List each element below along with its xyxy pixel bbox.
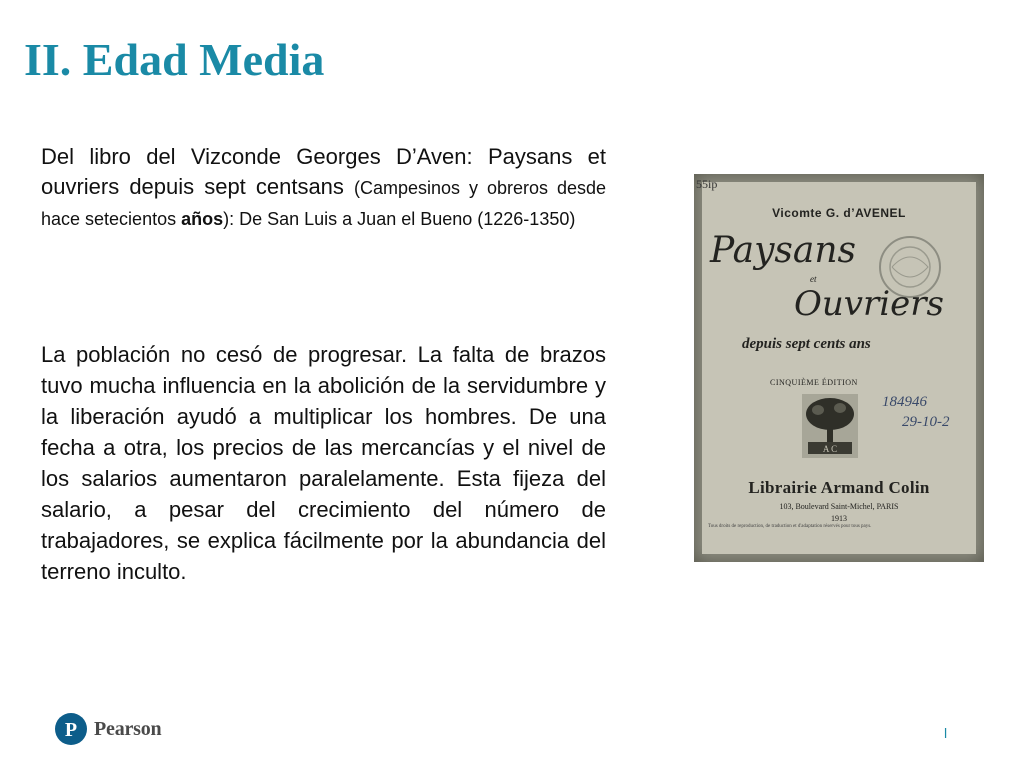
paragraph-population: La población no cesó de progresar. La falta de brazos tuvo mucha influencia en la abolición de la servidumbre y la liberación ayudó a multiplicar los hombres. De una fecha a otra, los precios de las mercancías y el nivel de los salarios aumentaron paralelamente. Esta fijeza del salario, a pesar del crecimiento del número de trabajadores, se explica fácilmente por la abundancia del terreno inculto. [41, 342, 606, 584]
book-subtitle: depuis sept cents ans [742, 336, 871, 352]
book-author: Vicomte G. d’AVENEL [772, 206, 906, 220]
book-edition: CINQUIÈME ÉDITION [770, 378, 858, 387]
publisher-emblem-icon [798, 392, 862, 460]
book-address: 103, Boulevard Saint-Michel, PARIS [779, 502, 899, 511]
paragraph1-small: (Campesinos y obreros desde hace setecientos [41, 178, 606, 229]
pearson-wordmark: Pearson [94, 717, 162, 740]
paragraph1-bold-word: años [181, 209, 224, 229]
book-year: 1913 [831, 514, 847, 523]
page-number: l [944, 725, 948, 741]
book-cover-image [694, 174, 984, 562]
handwritten-number: 184946 [882, 394, 927, 410]
book-cover-page [696, 177, 976, 554]
paragraph1-tail: ): De San Luis a Juan el Bueno (1226-1350) [223, 209, 576, 229]
book-fine-print: Tous droits de reproduction, de traduction et d'adaptation réservés pour tous pays. [708, 524, 872, 529]
svg-text:A C: A C [822, 444, 838, 454]
pearson-logo [55, 713, 161, 745]
svg-text:P: P [64, 719, 78, 741]
pearson-p-icon [55, 713, 87, 745]
book-title-line2: Ouvriers [794, 284, 944, 324]
body-text [41, 142, 606, 584]
handwritten-date: 29-10-2 [902, 414, 950, 430]
book-publisher: Librairie Armand Colin [748, 478, 930, 497]
slide-title: II. Edad Media [24, 34, 325, 85]
book-title-line1: Paysans [710, 230, 857, 271]
book-title-et: et [810, 274, 817, 284]
paragraph-book-reference [41, 142, 606, 234]
book-corner-mark: 55ip [696, 177, 718, 191]
paragraph1-lead: Del libro del Vizconde Georges D’Aven: Paysans et ouvriers depuis sept centsans [41, 144, 606, 199]
